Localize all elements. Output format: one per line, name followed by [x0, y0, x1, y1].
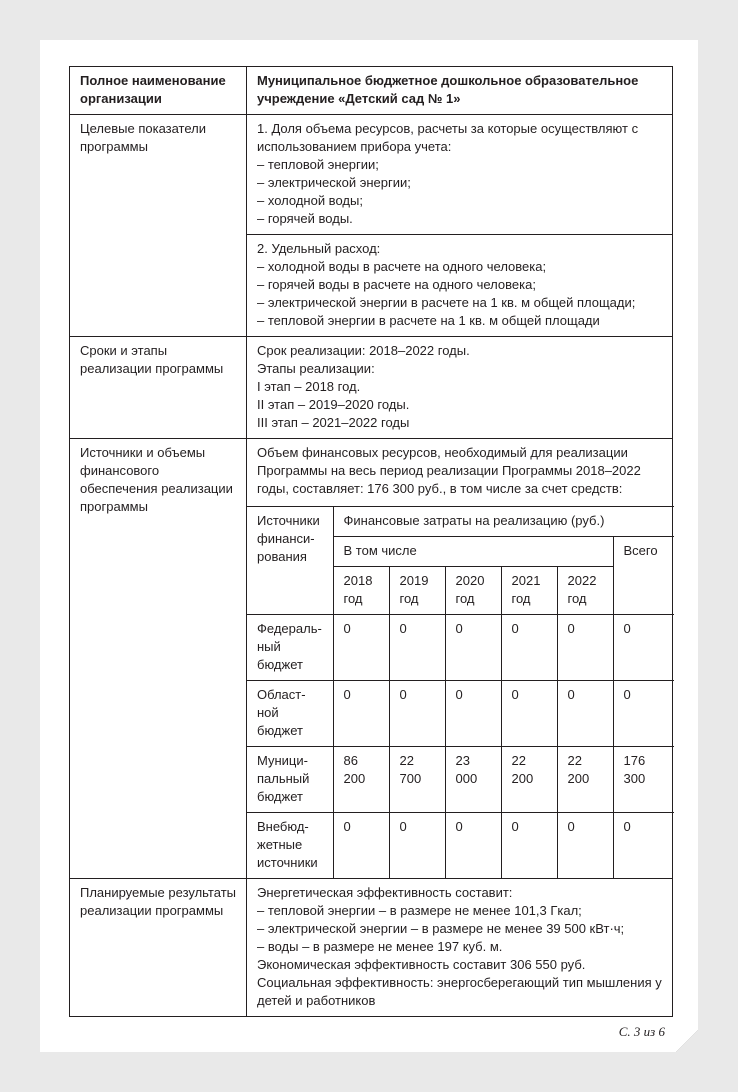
year-header: 2019 год — [389, 567, 445, 615]
list-item: – холодной воды в расчете на одного человека; — [257, 258, 663, 276]
funding-intro: Объем финансовых ресурсов, необходимый для реализации Программы на весь период реализации Программы 2018–2022 годы, составляет: 176 300 руб., в том числе за счет средств: — [257, 445, 641, 496]
page-fold-corner — [676, 1030, 698, 1052]
page-number: С. 3 из 6 — [618, 1024, 665, 1039]
targets-block-1-title: 1. Доля объема ресурсов, расчеты за которые осуществляют с использованием прибора учета: — [257, 121, 639, 154]
funding-value — [247, 439, 673, 879]
org-name-value: Муниципальное бюджетное дошкольное образовательное учреждение «Детский сад № 1» — [247, 67, 673, 115]
list-item: – тепловой энергии – в размере не менее 101,3 Гкал; — [257, 902, 663, 920]
energy-title: Энергетическая эффективность составит: — [257, 885, 513, 900]
list-item: – электрической энергии в расчете на 1 кв. м общей площади; — [257, 294, 663, 312]
table-cell: 0 — [333, 813, 389, 879]
table-cell: 0 — [389, 615, 445, 681]
targets-label: Целевые показатели программы — [70, 115, 247, 337]
terms-line: III этап – 2021–2022 годы — [257, 415, 410, 430]
results-label: Планируемые результаты реализации программы — [70, 879, 247, 1017]
table-cell: 0 — [501, 681, 557, 747]
total-cell: 0 — [613, 615, 674, 681]
table-cell: 86 200 — [333, 747, 389, 813]
table-row — [247, 615, 674, 681]
year-header: 2021 год — [501, 567, 557, 615]
list-item: – электрической энергии; — [257, 174, 663, 192]
list-item: – горячей воды в расчете на одного человека; — [257, 276, 663, 294]
table-cell: 22 200 — [501, 747, 557, 813]
table-cell: 0 — [501, 813, 557, 879]
terms-value — [247, 337, 673, 439]
year-header: 2018 год — [333, 567, 389, 615]
terms-label: Сроки и этапы реализации программы — [70, 337, 247, 439]
table-cell: 0 — [557, 813, 613, 879]
list-item: – холодной воды; — [257, 192, 663, 210]
table-cell: 0 — [557, 681, 613, 747]
economic-effect: Экономическая эффективность составит 306 550 руб. — [257, 957, 586, 972]
table-cell: 23 000 — [445, 747, 501, 813]
costs-header: Финансовые затраты на реализацию (руб.) — [333, 507, 674, 537]
total-cell: 0 — [613, 813, 674, 879]
list-item: – воды – в размере не менее 197 куб. м. — [257, 938, 663, 956]
including-header: В том числе — [333, 537, 613, 567]
source-name: Внебюд-жетные источники — [247, 813, 333, 879]
table-cell: 0 — [389, 813, 445, 879]
terms-line: I этап – 2018 год. — [257, 379, 361, 394]
funding-label: Источники и объемы финансового обеспечения реализации программы — [70, 439, 247, 879]
targets-row — [70, 115, 673, 235]
results-value — [247, 879, 673, 1017]
sources-header: Источники финанси-рования — [247, 507, 333, 615]
table-cell: 22 700 — [389, 747, 445, 813]
year-header: 2020 год — [445, 567, 501, 615]
table-cell: 0 — [445, 615, 501, 681]
org-name-label: Полное наименование организации — [70, 67, 247, 115]
social-effect: Социальная эффективность: энергосберегающий тип мышления у детей и работников — [257, 975, 662, 1008]
total-header: Всего — [613, 537, 674, 615]
table-cell: 22 200 — [557, 747, 613, 813]
financing-table — [247, 506, 674, 878]
table-row — [247, 747, 674, 813]
table-cell: 0 — [501, 615, 557, 681]
year-header: 2022 год — [557, 567, 613, 615]
results-row — [70, 879, 673, 1017]
list-item: – тепловой энергии; — [257, 156, 663, 174]
list-item: – горячей воды. — [257, 210, 663, 228]
program-passport-table — [69, 66, 673, 1017]
org-name-row — [70, 67, 673, 115]
table-cell: 0 — [557, 615, 613, 681]
table-cell: 0 — [333, 681, 389, 747]
terms-line: II этап – 2019–2020 годы. — [257, 397, 410, 412]
document-page — [40, 40, 698, 1052]
total-cell: 0 — [613, 681, 674, 747]
targets-block-1 — [247, 115, 673, 235]
targets-block-2 — [247, 235, 673, 337]
total-cell: 176 300 — [613, 747, 674, 813]
terms-line: Этапы реализации: — [257, 361, 375, 376]
terms-line: Срок реализации: 2018–2022 годы. — [257, 343, 470, 358]
terms-row — [70, 337, 673, 439]
table-row — [247, 681, 674, 747]
source-name: Муници-пальный бюджет — [247, 747, 333, 813]
table-row — [247, 813, 674, 879]
table-cell: 0 — [445, 681, 501, 747]
list-item: – тепловой энергии в расчете на 1 кв. м общей площади — [257, 312, 663, 330]
table-cell: 0 — [445, 813, 501, 879]
table-cell: 0 — [389, 681, 445, 747]
table-cell: 0 — [333, 615, 389, 681]
list-item: – электрической энергии – в размере не менее 39 500 кВт·ч; — [257, 920, 663, 938]
targets-block-2-title: 2. Удельный расход: — [257, 241, 381, 256]
source-name: Област-ной бюджет — [247, 681, 333, 747]
source-name: Федераль-ный бюджет — [247, 615, 333, 681]
funding-row — [70, 439, 673, 879]
